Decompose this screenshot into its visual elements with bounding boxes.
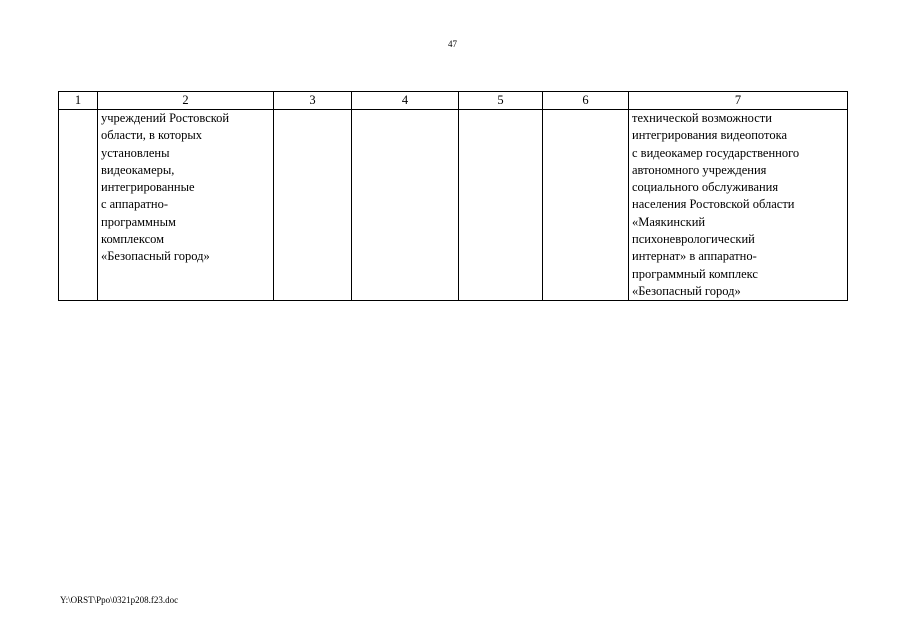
column-header-4: 4	[352, 92, 459, 110]
cell-col-7-line: «Безопасный город»	[632, 283, 741, 298]
column-header-6: 6	[543, 92, 629, 110]
column-header-3: 3	[274, 92, 352, 110]
cell-col-2-line: видеокамеры,	[101, 162, 175, 177]
table-row	[59, 110, 848, 301]
document-table	[58, 91, 848, 301]
cell-col-7-line: автономного учреждения	[632, 162, 767, 177]
column-header-7: 7	[629, 92, 848, 110]
cell-col-7-line: психоневрологический	[632, 232, 755, 247]
cell-col-1	[59, 110, 98, 301]
cell-col-7-line: социального обслуживания	[632, 180, 779, 195]
cell-col-2-line: «Безопасный город»	[101, 249, 210, 264]
cell-col-2-line: с аппаратно-	[101, 197, 169, 212]
cell-col-7-line: населения Ростовской области	[632, 197, 795, 212]
cell-col-2-line: программным	[101, 214, 176, 229]
column-header-1: 1	[59, 92, 98, 110]
cell-col-2-line: учреждений Ростовской	[101, 111, 230, 125]
cell-col-2-line: интегрированные	[101, 180, 195, 195]
cell-col-2-line: комплексом	[101, 232, 165, 247]
cell-col-2-line: установлены	[101, 145, 170, 160]
cell-col-7-line: технической возможности	[632, 111, 772, 125]
footer-file-path: Y:\ORST\Ppo\0321p208.f23.doc	[60, 595, 179, 605]
cell-col-7-line: интернат» в аппаратно-	[632, 249, 757, 264]
cell-col-4	[352, 110, 459, 301]
cell-col-2-line: области, в которых	[101, 128, 203, 143]
cell-col-2	[98, 110, 274, 301]
cell-col-7-line: с видеокамер государственного	[632, 145, 800, 160]
cell-col-7-line: программный комплекс	[632, 266, 758, 281]
cell-col-3	[274, 110, 352, 301]
cell-col-5	[459, 110, 543, 301]
column-header-5: 5	[459, 92, 543, 110]
page-number: 47	[448, 39, 457, 49]
cell-col-7-line: «Маякинский	[632, 214, 706, 229]
table-header-row	[59, 92, 848, 110]
cell-col-7	[629, 110, 848, 301]
column-header-2: 2	[98, 92, 274, 110]
cell-col-7-line: интегрирования видеопотока	[632, 128, 787, 143]
cell-col-6	[543, 110, 629, 301]
